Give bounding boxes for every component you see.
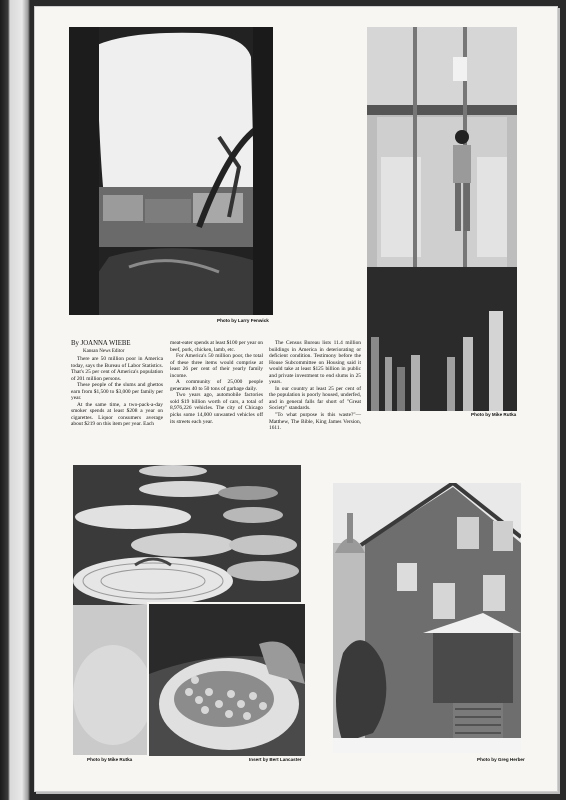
boy-credit: Photo by Mike Rutka [471, 412, 517, 417]
byline: By JOANNA WIEBE [71, 340, 131, 347]
old-house-photo [333, 483, 521, 753]
junkyard-photo [69, 27, 273, 315]
binder-edge [0, 0, 30, 800]
paragraph: A community of 25,000 people generates 40 to 50 tons of garbage daily. [170, 379, 263, 392]
article-column-3 [269, 340, 361, 432]
paragraph: For America's 50 million poor, the total of these three items would comprise at least 26 per cent of their yearly family income. [170, 353, 263, 379]
paragraph: At the same time, a two-pack-a-day smoker spends at least $208 a year on cigarettes. Liquor consumers average about $219 on this item per year. Each [71, 401, 163, 428]
junkyard-credit: Photo by Larry Fenwick [217, 318, 269, 323]
boy-on-porch-photo [367, 27, 517, 411]
article-column-2 [170, 340, 263, 425]
paragraph: The Census Bureau lists 11.4 million buildings in America in deteriorating or deficient condition. Testimony before the House Subcommittee on Housing said it would take at least $125 billion in public and private investment to end slums in 25 years. [269, 340, 361, 386]
food-scraps-photo [147, 602, 307, 758]
paragraph: These people of the slums and ghettos earn from $1,500 to $3,000 per family per year. [71, 382, 163, 402]
paragraph: In our country at least 25 per cent of the population is poorly housed, underfed, and in general falls far short of "Great Society" standards. [269, 385, 361, 412]
paragraph: "To what purpose is this waste?"—Matthew, The Bible, King James Version, 1611. [269, 412, 361, 432]
house-credit: Photo by Greg Herber [477, 757, 525, 762]
magazine-page [34, 6, 558, 792]
paragraph: Two years ago, automobile factories sold $19 billion worth of cars, a total of 8,976,226 vehicles. The city of Chicago picks some 14,000 unwanted vehicles off its streets each year. [170, 392, 263, 425]
inset-credit: Insert by Bert Lancaster [249, 757, 302, 762]
paragraph: There are 50 million poor in America today, says the Bureau of Labor Statistics. That's 25 per cent of America's population of 201 million persons. [71, 356, 163, 382]
cans-credit: Photo by Mike Rutka [87, 757, 133, 762]
article-column-1 [71, 340, 163, 428]
paragraph: meat-eater spends at least $100 per year on beef, pork, chicken, lamb, etc. [170, 340, 263, 353]
byline-title: Kansan News Editor [83, 349, 125, 354]
